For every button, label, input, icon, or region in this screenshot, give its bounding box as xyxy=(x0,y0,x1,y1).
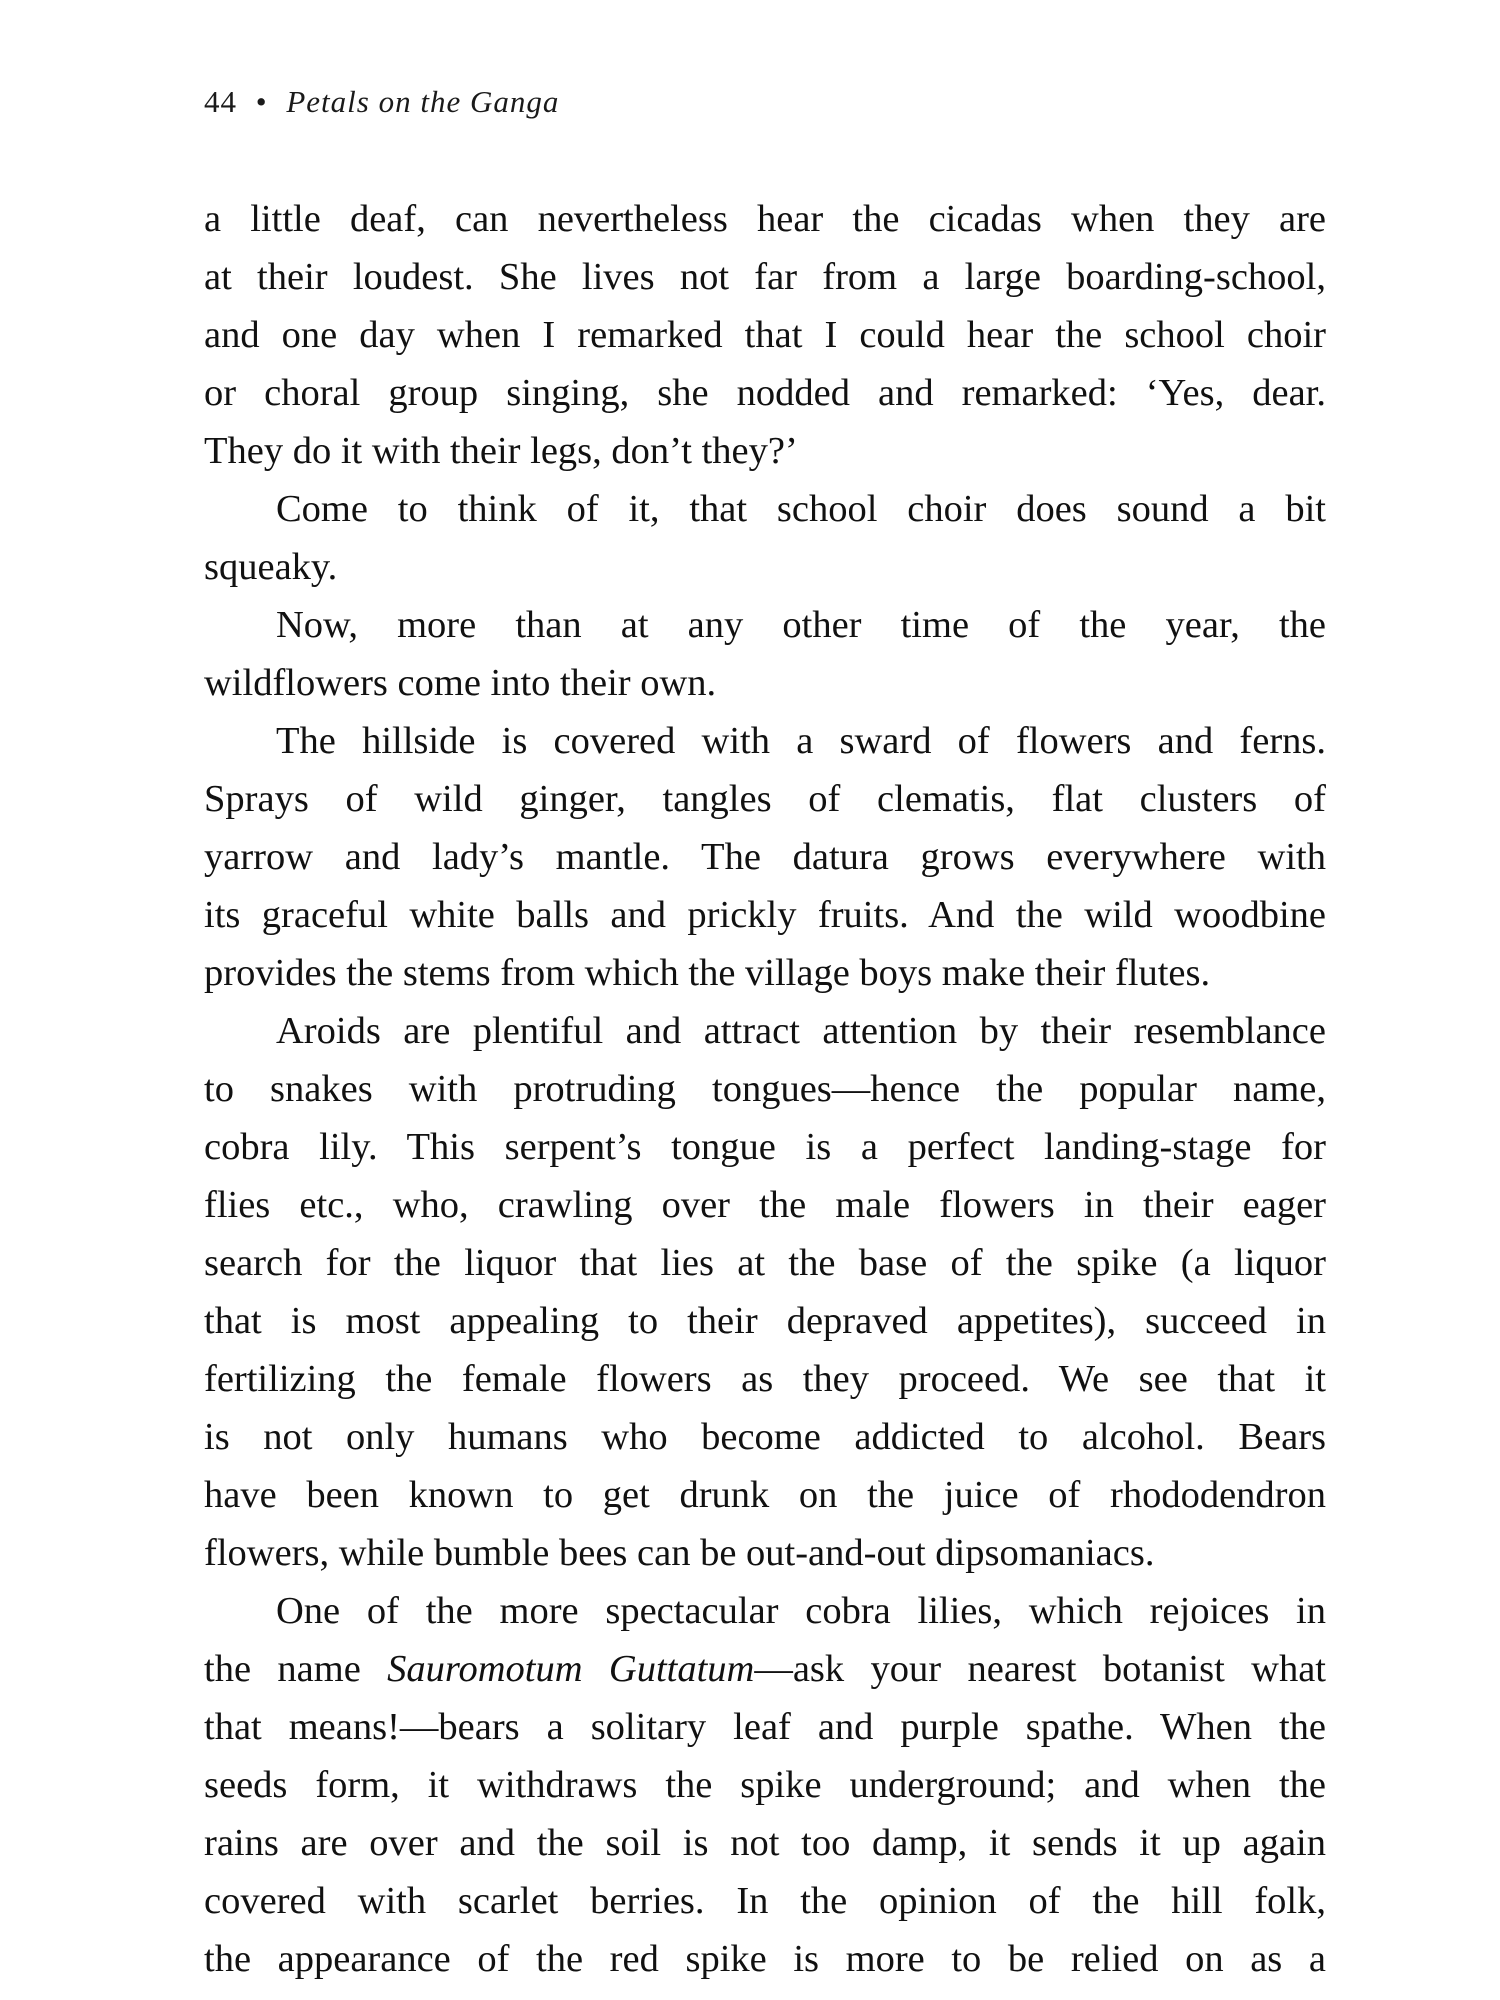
text-line-6: Come to think of it, that school choir does sound a bit xyxy=(276,488,1326,530)
text-line-25: One of the more spectacular cobra lilies, which rejoices in xyxy=(276,1590,1326,1632)
text-line-26-after: —ask your nearest botanist what xyxy=(754,1648,1326,1690)
text-line-8: Now, more than at any other time of the year, the xyxy=(276,604,1326,646)
text-line-20: that is most appealing to their depraved appetites), succeed in xyxy=(204,1300,1326,1342)
text-line-21: fertilizing the female flowers as they proceed. We see that it xyxy=(204,1358,1326,1400)
text-line-19: search for the liquor that lies at the base of the spike (a liquor xyxy=(204,1242,1326,1284)
text-line-24: flowers, while bumble bees can be out-and-out dipsomaniacs. xyxy=(204,1532,1155,1574)
text-line-10: The hillside is covered with a sward of flowers and ferns. xyxy=(276,720,1326,762)
text-line-26 xyxy=(204,1640,1326,1698)
text-line-15: Aroids are plentiful and attract attention by their resemblance xyxy=(276,1010,1326,1052)
text-line-11: Sprays of wild ginger, tangles of clematis, flat clusters of xyxy=(204,778,1326,820)
body-text xyxy=(204,190,1326,1988)
text-line-12: yarrow and lady’s mantle. The datura grows everywhere with xyxy=(204,836,1326,878)
text-line-30: covered with scarlet berries. In the opinion of the hill folk, xyxy=(204,1880,1326,1922)
page-number: 44 xyxy=(204,84,237,119)
text-line-29: rains are over and the soil is not too damp, it sends it up again xyxy=(204,1822,1326,1864)
running-head xyxy=(204,84,559,120)
species-name: Sauromotum Guttatum xyxy=(387,1648,755,1690)
text-line-9: wildflowers come into their own. xyxy=(204,662,717,704)
text-line-7: squeaky. xyxy=(204,546,338,588)
text-line-13: its graceful white balls and prickly fruits. And the wild woodbine xyxy=(204,894,1326,936)
text-line-26-before: the name xyxy=(204,1648,388,1690)
text-line-18: flies etc., who, crawling over the male flowers in their eager xyxy=(204,1184,1326,1226)
text-line-3: and one day when I remarked that I could hear the school choir xyxy=(204,314,1326,356)
text-line-23: have been known to get drunk on the juice of rhododendron xyxy=(204,1474,1326,1516)
header-separator: • xyxy=(255,84,268,119)
text-line-27: that means!—bears a solitary leaf and purple spathe. When the xyxy=(204,1706,1326,1748)
text-line-5: They do it with their legs, don’t they?’ xyxy=(204,430,798,472)
text-line-2: at their loudest. She lives not far from a large boarding-school, xyxy=(204,256,1326,298)
text-line-17: cobra lily. This serpent’s tongue is a perfect landing-stage for xyxy=(204,1126,1326,1168)
text-line-1: a little deaf, can nevertheless hear the cicadas when they are xyxy=(204,198,1326,240)
text-line-31: the appearance of the red spike is more to be relied on as a xyxy=(204,1938,1326,1980)
text-line-28: seeds form, it withdraws the spike underground; and when the xyxy=(204,1764,1326,1806)
text-line-4: or choral group singing, she nodded and remarked: ‘Yes, dear. xyxy=(204,372,1326,414)
book-title: Petals on the Ganga xyxy=(286,84,560,119)
text-line-22: is not only humans who become addicted to alcohol. Bears xyxy=(204,1416,1326,1458)
text-line-14: provides the stems from which the village boys make their flutes. xyxy=(204,952,1211,994)
text-line-16: to snakes with protruding tongues—hence the popular name, xyxy=(204,1068,1326,1110)
